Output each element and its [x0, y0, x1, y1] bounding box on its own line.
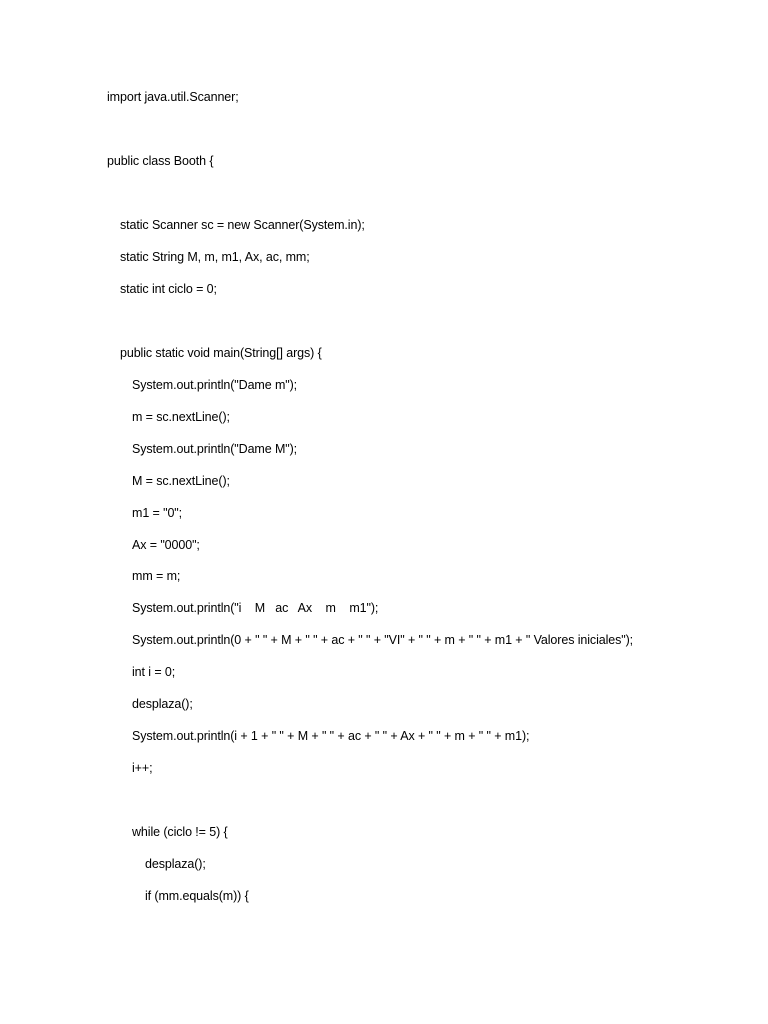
code-line-1: import java.util.Scanner; — [107, 90, 239, 104]
code-line-14: System.out.println("i M ac Ax m m1"); — [132, 601, 379, 615]
code-line-9: System.out.println("Dame M"); — [132, 442, 298, 456]
code-line-17: desplaza(); — [132, 697, 193, 711]
code-line-15: System.out.println(0 + " " + M + " " + ac + " " + "VI" + " " + m + " " + m1 + " Valores iniciales"); — [132, 633, 634, 647]
code-line-12: Ax = "0000"; — [132, 538, 200, 552]
code-line-20: while (ciclo != 5) { — [132, 825, 228, 839]
code-line-19: i++; — [132, 761, 153, 775]
code-line-3: static Scanner sc = new Scanner(System.in); — [120, 218, 365, 232]
code-line-11: m1 = "0"; — [132, 506, 183, 520]
code-line-4: static String M, m, m1, Ax, ac, mm; — [120, 250, 310, 264]
code-line-6: public static void main(String[] args) { — [120, 346, 322, 360]
code-line-18: System.out.println(i + 1 + " " + M + " " + ac + " " + Ax + " " + m + " " + m1); — [132, 729, 530, 743]
code-line-8: m = sc.nextLine(); — [132, 410, 230, 424]
code-line-13: mm = m; — [132, 569, 181, 583]
code-line-16: int i = 0; — [132, 665, 176, 679]
code-line-2: public class Booth { — [107, 154, 214, 168]
code-line-22: if (mm.equals(m)) { — [145, 889, 249, 903]
code-line-21: desplaza(); — [145, 857, 206, 871]
code-line-10: M = sc.nextLine(); — [132, 474, 230, 488]
code-line-5: static int ciclo = 0; — [120, 282, 217, 296]
code-line-7: System.out.println("Dame m"); — [132, 378, 298, 392]
